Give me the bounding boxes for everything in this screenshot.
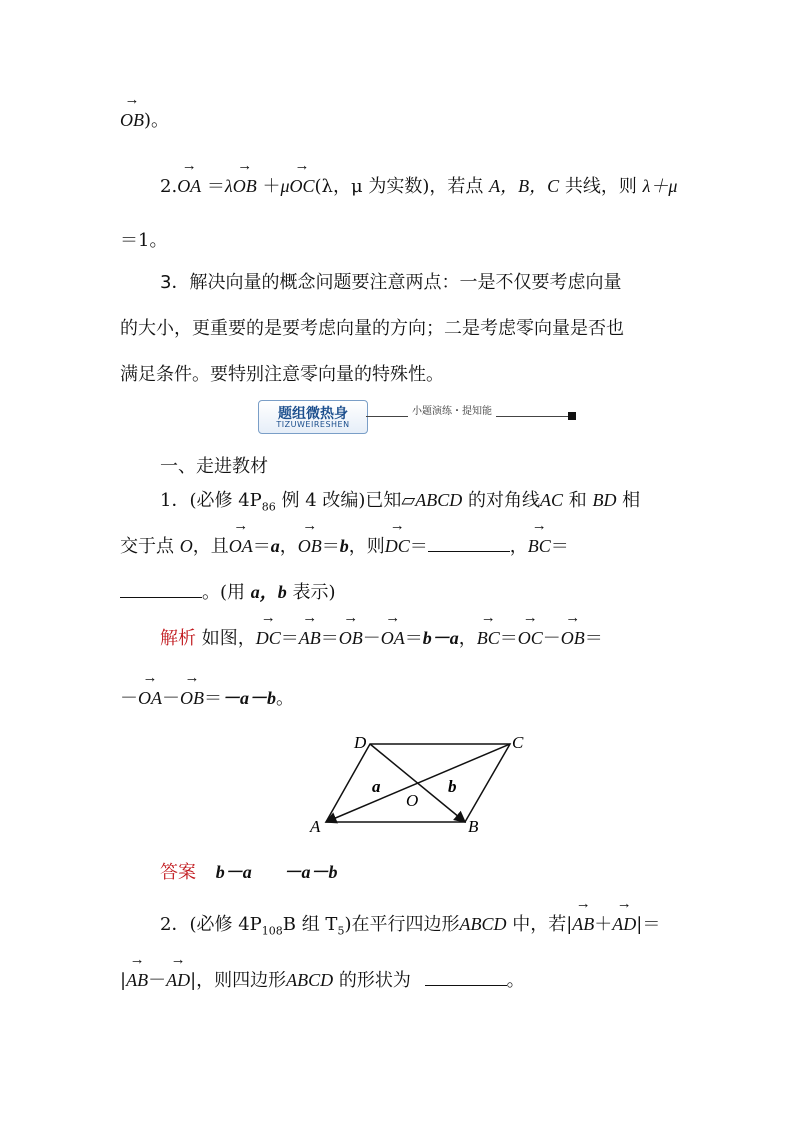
vector-ab: → AB [126, 968, 148, 991]
vector-dc: → DC [256, 626, 281, 649]
q1-abcd: ABCD [415, 490, 463, 510]
vector-oa: → OA [138, 686, 162, 709]
vector-dc: → DC [385, 534, 410, 557]
q1-sub: 86 [261, 500, 276, 514]
section-title: 一、走进教材 [160, 456, 268, 477]
comma: ， [509, 536, 528, 557]
diagonal-ca [326, 744, 510, 822]
q1-l2-a: 交于点 [120, 536, 180, 557]
vector-ob: → OB [120, 108, 144, 131]
vector-ob: → OB [298, 534, 322, 557]
label-c: C [512, 733, 524, 752]
header-fragment [120, 106, 680, 132]
vector-ab: → AB [299, 626, 321, 649]
parallelogram-figure [300, 726, 540, 840]
abs-bar: | [120, 970, 127, 991]
minus-sign: － [542, 628, 561, 649]
q1-l3-end: 。(用 [202, 582, 251, 603]
q2-abcd: ABCD [459, 914, 507, 934]
q1-and: 和 [563, 490, 593, 511]
banner-tag-title: 题组微热身 [278, 406, 348, 422]
vector-ad: → AD [612, 912, 636, 935]
q2-sub2: 5 [337, 924, 345, 938]
label-d: D [354, 733, 367, 752]
vector-b: b [339, 536, 349, 556]
item2-number: 2. [160, 176, 178, 197]
q2-l2-mid: |，则四边形 [190, 970, 287, 991]
minus-sign: － [362, 628, 381, 649]
q1-suffix: 例 4 改编)已知▱ [275, 490, 416, 511]
q2-shape: 的形状为 [333, 970, 411, 991]
label-b: B [468, 817, 479, 836]
label-o: O [406, 791, 419, 810]
vector-ob: → OB [233, 174, 257, 197]
equals-sign: ＝ [204, 688, 222, 709]
q1-ab: a，b [250, 582, 287, 602]
vector-oa: → OA [381, 626, 405, 649]
label-vec-a: a [372, 777, 381, 796]
q1-l3-tail: 表示) [286, 582, 336, 603]
item2-points: A，B，C [489, 176, 560, 196]
equals-sign: ＝ [584, 628, 603, 649]
q1-then: ，则 [348, 536, 385, 557]
equals-sign: ＝ [550, 536, 569, 557]
vector-a: a [270, 536, 280, 556]
header-tail: )。 [144, 110, 170, 131]
solution-line2 [120, 684, 680, 710]
answer-line [160, 858, 720, 884]
q1-ac: AC [539, 490, 563, 510]
banner-square-icon [568, 412, 576, 420]
q2-prefix: 2．(必修 4P [160, 914, 262, 935]
vector-oa: → OA [177, 174, 201, 197]
label-vec-b: b [448, 777, 457, 796]
solution-line1 [160, 624, 720, 650]
q2-abcd: ABCD [286, 970, 334, 990]
item3-line1: 3．解决向量的概念问题要注意两点：一是不仅要考虑向量 [160, 272, 622, 293]
answer-blank-2[interactable] [120, 581, 202, 598]
section-banner [258, 400, 576, 434]
item2-condition: (λ，μ 为实数)，若点 [314, 176, 484, 197]
answer-value-1: b－a [215, 862, 252, 882]
q1-bd: BD [592, 490, 617, 510]
vector-oc: → OC [518, 626, 543, 649]
vector-oc: → OC [290, 174, 315, 197]
answer-blank-1[interactable] [428, 535, 510, 552]
item3-line2: 的大小，更重要的是要考虑向量的方向；二是考虑零向量是否也 [120, 318, 624, 339]
banner-tag-subtitle: TIZUWEIRESHEN [276, 420, 350, 429]
q1-prefix: 1．(必修 4P [160, 490, 262, 511]
equals-sign: ＝ [409, 536, 428, 557]
lambda: λ [224, 176, 233, 196]
equals-sign: ＝ [321, 536, 340, 557]
vector-ad: → AD [166, 968, 190, 991]
label-a: A [310, 817, 321, 836]
vector-ab: → AB [572, 912, 594, 935]
vector-bc: → BC [477, 626, 500, 649]
b-minus-a: b－a [422, 628, 459, 648]
item2-result: ＝1。 [120, 230, 168, 251]
q1-l2-b: ，且 [192, 536, 229, 557]
q2-group: B 组 T [282, 914, 338, 935]
lambda-plus-mu: λ＋μ [642, 176, 678, 196]
plus-sign: ＋ [594, 914, 613, 935]
plus-sign: ＋ [262, 176, 281, 197]
item3-line3: 满足条件。要特别注意零向量的特殊性。 [120, 364, 444, 385]
equals-sign: ＝ [280, 628, 299, 649]
q1-point-o: O [179, 536, 193, 556]
q2-if: 中，若| [506, 914, 573, 935]
vector-oa: → OA [229, 534, 253, 557]
equals-sign: ＝ [206, 176, 225, 197]
solution-result: －a－b [222, 688, 276, 708]
minus-sign: － [120, 688, 138, 709]
equals-sign: ＝ [499, 628, 518, 649]
q2-sub: 108 [261, 924, 283, 938]
answer-blank-3[interactable] [425, 969, 507, 986]
answer-label: 答案 [160, 862, 196, 883]
equals-sign: ＝ [404, 628, 423, 649]
period: 。 [276, 688, 294, 709]
minus-sign: － [162, 688, 180, 709]
item2-line [160, 172, 720, 198]
equals-sign: ＝ [252, 536, 271, 557]
mu: μ [280, 176, 290, 196]
item2-colinear: 共线，则 [564, 176, 637, 197]
vector-ob: → OB [339, 626, 363, 649]
q1-mid: 的对角线 [462, 490, 540, 511]
vector-ob: → OB [180, 686, 204, 709]
banner-text: 小题演练・提知能 [408, 402, 496, 417]
q2-mid: )在平行四边形 [344, 914, 460, 935]
banner-tag [258, 400, 368, 434]
solution-intro: 如图， [201, 628, 256, 649]
equals-sign: ＝ [320, 628, 339, 649]
q1-line3 [120, 578, 680, 604]
vector-bc: → BC [528, 534, 551, 557]
period: 。 [506, 970, 525, 991]
q1-line2 [120, 532, 680, 558]
q1-end: 相 [616, 490, 641, 511]
q2-line1-end: |＝ [636, 914, 661, 935]
comma: ， [458, 628, 477, 649]
minus-sign: － [148, 970, 167, 991]
q2-line2 [120, 966, 680, 992]
q2-line1 [160, 910, 720, 938]
solution-label: 解析 [160, 628, 196, 649]
comma: ， [279, 536, 298, 557]
answer-value-2: －a－b [283, 862, 338, 882]
q1-line1 [160, 486, 720, 514]
vector-ob: → OB [561, 626, 585, 649]
